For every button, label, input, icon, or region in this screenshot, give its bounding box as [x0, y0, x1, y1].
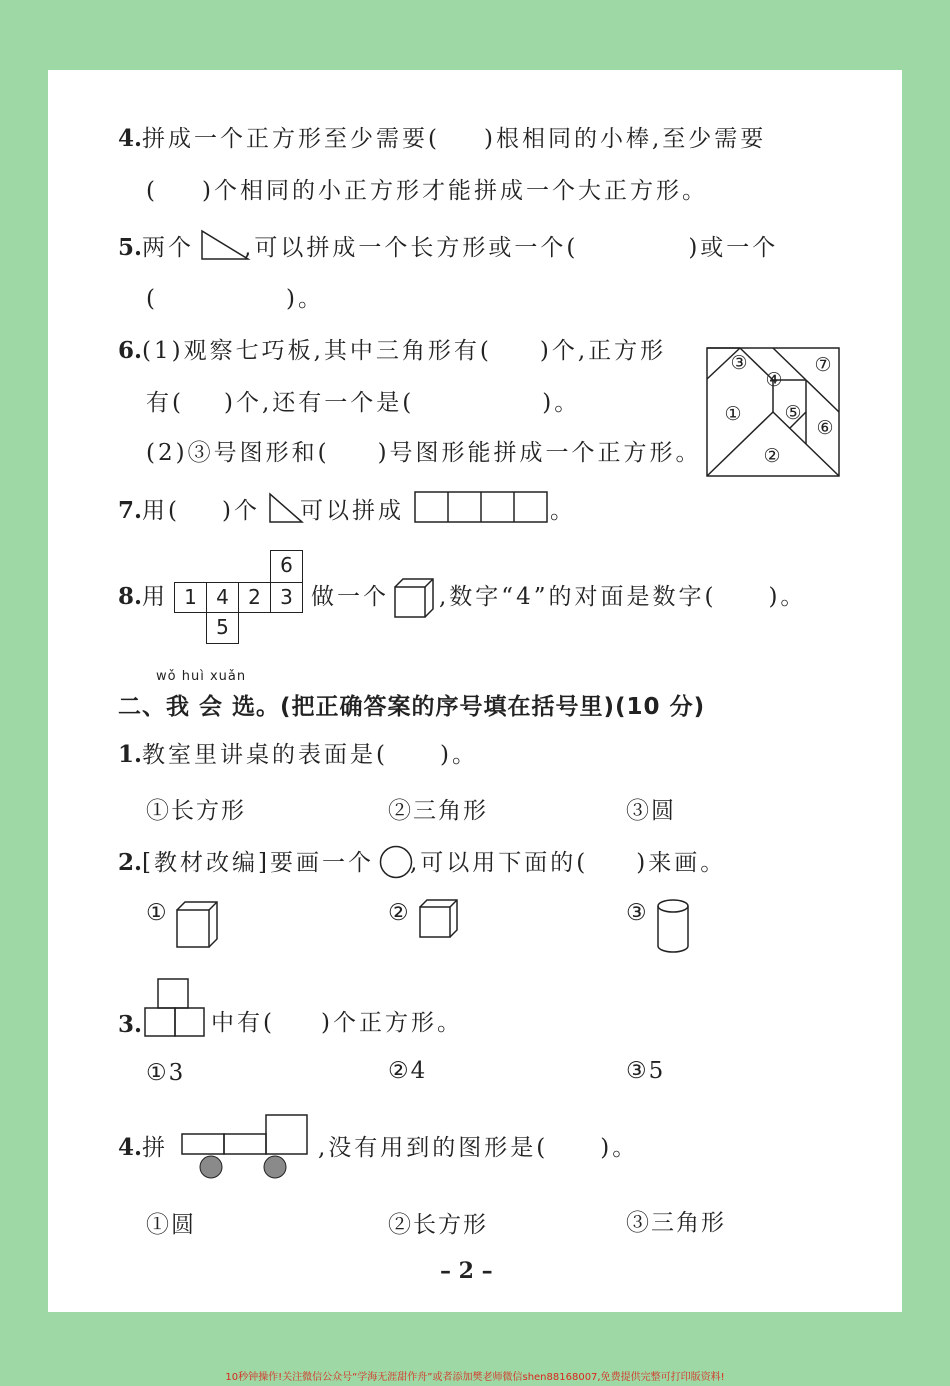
q4-text-b: )根相同的小棒,至少需要	[484, 126, 767, 152]
q7-text-d: 。	[549, 498, 576, 524]
section2-title: 二、我 会 选	[118, 694, 257, 720]
s2q3-line	[211, 1008, 463, 1038]
net-cell-3: 3	[270, 582, 303, 613]
s2q1-option-1[interactable]: ①长方形	[146, 798, 246, 824]
s2q2-option-1[interactable]: ①	[146, 900, 169, 926]
q8-text-c: ,数字“4”的对面是数字(	[439, 584, 717, 610]
tangram-label-5: ⑤	[784, 402, 802, 424]
q6-text-d: )个,还有一个是(	[223, 390, 415, 416]
s2q2-option-3[interactable]: ③	[626, 900, 649, 926]
q6-number: 6.	[118, 337, 143, 364]
q7-text-a: 用(	[142, 498, 180, 524]
net-cell-4: 4	[206, 582, 239, 613]
cube-icon	[394, 578, 436, 618]
q4-line2	[146, 176, 708, 206]
q8-line	[311, 582, 806, 612]
s2q2-line	[118, 848, 726, 878]
q7-text-b: )个	[222, 498, 260, 524]
s2q2-text-a: [教材改编]要画一个	[142, 850, 374, 876]
net-cell-6: 6	[270, 550, 303, 583]
q6-text-c: 有(	[146, 390, 184, 416]
s2q1-number: 1.	[118, 741, 143, 768]
large-cube-icon	[176, 901, 218, 949]
q5-text-b: ,可以拼成一个长方形或一个(	[244, 235, 579, 261]
q5-text-a: 两个	[142, 235, 195, 261]
q4-number: 4.	[118, 125, 143, 152]
s2q4-option-2[interactable]: ②长方形	[388, 1212, 488, 1238]
net-cell-1: 1	[174, 582, 207, 613]
s2q3-text-b: )个正方形。	[320, 1010, 463, 1036]
net-cell-2: 2	[238, 582, 271, 613]
tangram-label-6: ⑥	[816, 417, 834, 439]
s2q1-line	[118, 740, 478, 770]
footer-notice: 10秒钟操作!关注微信公众号“学海无涯甜作舟”或者添加樊老师微信shen88168007,免费提供完整可打印版资料!	[225, 1372, 725, 1383]
q6-text-e: )。	[542, 390, 581, 416]
s2q4-text-c: )。	[600, 1135, 639, 1161]
tangram-label-2: ②	[763, 445, 781, 467]
cylinder-icon	[656, 898, 690, 954]
s2q1-text: 教室里讲桌的表面是(	[142, 742, 388, 768]
small-cube-icon	[419, 899, 459, 939]
q8-text-a: 用	[142, 584, 169, 610]
q8-text-b: 做一个	[311, 584, 389, 610]
page-number: – 2 –	[440, 1258, 493, 1284]
tangram-label-3: ③	[730, 352, 748, 374]
q4-text-c: (	[146, 178, 158, 204]
section2-header	[118, 688, 705, 721]
s2q4-line	[318, 1133, 638, 1163]
q8-num-line	[118, 582, 168, 612]
s2q3-number: 3.	[118, 1011, 143, 1038]
q6-text-f: (2)③号图形和(	[146, 440, 330, 466]
s2q4-text-b: ,没有用到的图形是(	[318, 1135, 549, 1161]
s2q1-option-2[interactable]: ②三角形	[388, 798, 488, 824]
q5-text-e: )。	[285, 286, 324, 312]
q8-number: 8.	[118, 583, 143, 610]
s2q4-option-1[interactable]: ①圆	[146, 1212, 196, 1238]
s2q2-text-c: )来画。	[636, 850, 727, 876]
q4-text-d: )个相同的小正方形才能拼成一个大正方形。	[201, 178, 708, 204]
truck-figure	[181, 1114, 311, 1180]
s2q3-text-a: 中有(	[211, 1010, 275, 1036]
s2q3-option-3[interactable]: ③5	[626, 1058, 666, 1084]
s2q2-number: 2.	[118, 849, 143, 876]
four-square-strip	[414, 491, 548, 523]
s2q3-option-2[interactable]: ②4	[388, 1058, 428, 1084]
circle-icon	[379, 845, 413, 879]
s2q1-option-3[interactable]: ③圆	[626, 798, 676, 824]
s2q3-num-line	[118, 1010, 142, 1040]
q5-line2	[146, 284, 324, 314]
stacked-squares-figure	[144, 978, 206, 1038]
q6-line1	[118, 336, 666, 366]
q4-text-a: 拼成一个正方形至少需要(	[142, 126, 440, 152]
q7-number: 7.	[118, 497, 143, 524]
s2q4-prefix	[118, 1133, 168, 1163]
net-cell-5: 5	[206, 612, 239, 644]
tangram-figure	[706, 347, 840, 477]
q5-text-c: )或一个	[688, 235, 779, 261]
q8-text-d: )。	[768, 584, 807, 610]
section2-pinyin: wǒ huì xuǎn	[156, 669, 247, 684]
tangram-label-1: ①	[724, 403, 742, 425]
q6-text-a: (1)观察七巧板,其中三角形有(	[142, 338, 492, 364]
small-triangle-icon	[268, 492, 304, 524]
s2q2-text-b: ,可以用下面的(	[409, 850, 589, 876]
s2q4-number: 4.	[118, 1134, 143, 1161]
s2q3-option-1[interactable]: ①3	[146, 1060, 186, 1086]
s2q2-option-2[interactable]: ②	[388, 900, 411, 926]
section2-note: 。(把正确答案的序号填在括号里)(10 分)	[256, 694, 706, 720]
q6-text-g: )号图形能拼成一个正方形。	[377, 440, 702, 466]
q6-line3	[146, 438, 702, 468]
s2q4-option-3[interactable]: ③三角形	[626, 1210, 726, 1236]
q6-text-b: )个,正方形	[539, 338, 667, 364]
q5-number: 5.	[118, 234, 143, 261]
q6-line2	[146, 388, 580, 418]
right-triangle-icon	[200, 229, 250, 261]
q5-text-d: (	[146, 286, 158, 312]
q4-line1	[118, 124, 766, 154]
tangram-label-4: ④	[765, 369, 783, 391]
tangram-label-7: ⑦	[814, 354, 832, 376]
s2q1-end: )。	[440, 742, 478, 768]
q7-text-c: 可以拼成	[299, 498, 404, 524]
s2q4-text-a: 拼	[142, 1135, 169, 1161]
